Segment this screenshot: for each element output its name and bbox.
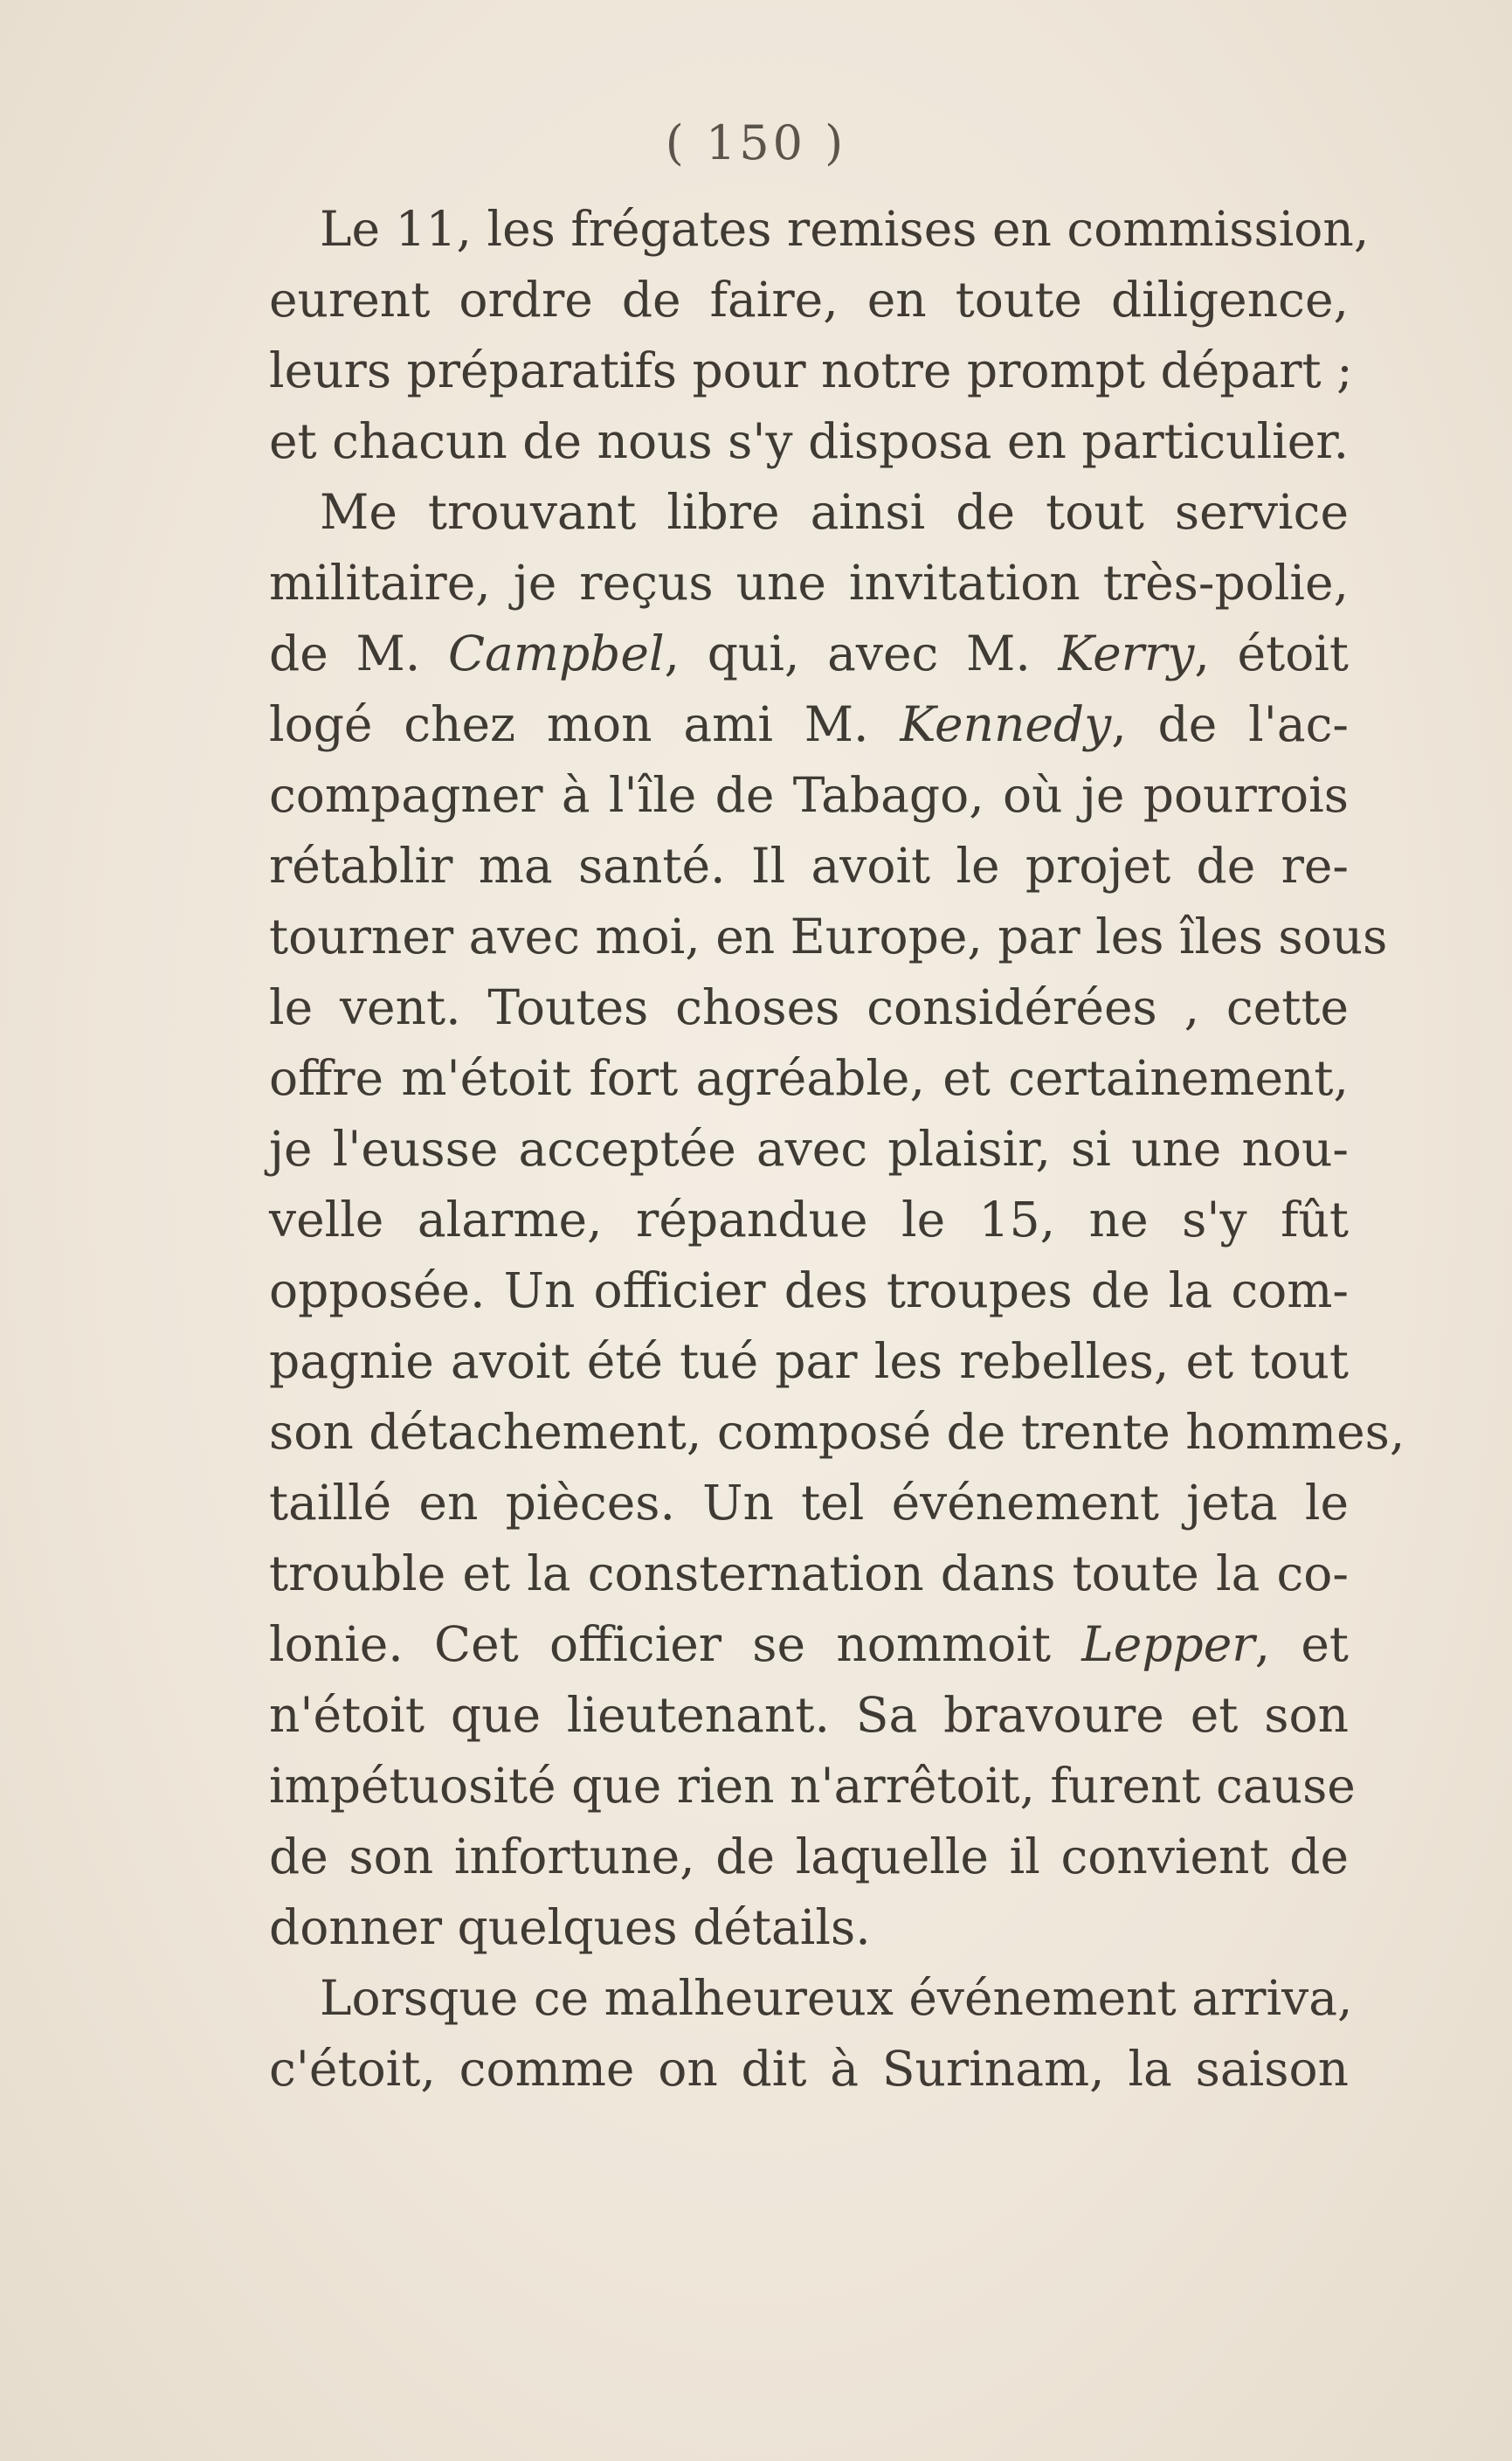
person-name: Kerry [1058, 626, 1195, 681]
text-line: tourner avec moi, en Europe, par les îles sous [269, 909, 1388, 964]
text-line: donner quelques détails. [269, 1899, 871, 1955]
text-line: compagner à l'île de Tabago, où je pourrois [269, 767, 1349, 823]
text-line: trouble et la consternation dans toute la co- [269, 1545, 1349, 1601]
text-line: impétuosité que rien n'arrêtoit, furent cause [269, 1758, 1356, 1814]
text-line: offre m'étoit fort agréable, et certainement, [269, 1050, 1349, 1106]
person-name: Kennedy [900, 696, 1112, 752]
text-line: leurs préparatifs pour notre prompt départ ; [269, 342, 1353, 398]
text-line: rétablir ma santé. Il avoit le projet de re- [269, 838, 1349, 894]
text-run: logé chez mon ami M. [269, 696, 901, 752]
text-run: lonie. Cet officier se nommoit [269, 1616, 1082, 1672]
text-line: Me trouvant libre ainsi de tout service [320, 484, 1349, 540]
person-name: Lepper [1081, 1616, 1255, 1672]
text-line: militaire, je reçus une invitation très-polie, [269, 555, 1349, 611]
text-run: , et [1254, 1616, 1349, 1672]
text-line: Lorsque ce malheureux événement arriva, [320, 1970, 1353, 2026]
text-run: , de l'ac- [1111, 696, 1349, 752]
text-line: c'étoit, comme on dit à Surinam, la saison [269, 2041, 1349, 2097]
text-line: velle alarme, répandue le 15, ne s'y fût [269, 1192, 1349, 1248]
text-line: de son infortune, de laquelle il convient de [269, 1828, 1349, 1884]
text-line: pagnie avoit été tué par les rebelles, et tout [269, 1333, 1349, 1389]
text-line: et chacun de nous s'y disposa en particulier. [269, 413, 1350, 469]
page-number: ( 150 ) [665, 115, 847, 170]
text-line-with-name [269, 689, 1349, 760]
text-run: , qui, avec M. [664, 626, 1059, 681]
text-run: , étoit [1194, 626, 1349, 681]
text-line: taillé en pièces. Un tel événement jeta le [269, 1475, 1349, 1531]
text-line: Le 11, les frégates remises en commission, [320, 201, 1370, 257]
text-line: eurent ordre de faire, en toute diligence, [269, 272, 1349, 328]
text-run: de M. [269, 626, 448, 681]
text-line-with-name [269, 1609, 1349, 1680]
text-line: je l'eusse acceptée avec plaisir, si une nou- [269, 1121, 1349, 1177]
body-text [269, 194, 1405, 2105]
text-line: son détachement, composé de trente hommes, [269, 1404, 1405, 1460]
person-name: Campbel [447, 626, 665, 681]
text-line: le vent. Toutes choses considérées , cette [269, 979, 1349, 1035]
text-line-with-names [269, 619, 1349, 689]
text-line: n'étoit que lieutenant. Sa bravoure et son [269, 1687, 1349, 1743]
text-line: opposée. Un officier des troupes de la com- [269, 1262, 1349, 1318]
